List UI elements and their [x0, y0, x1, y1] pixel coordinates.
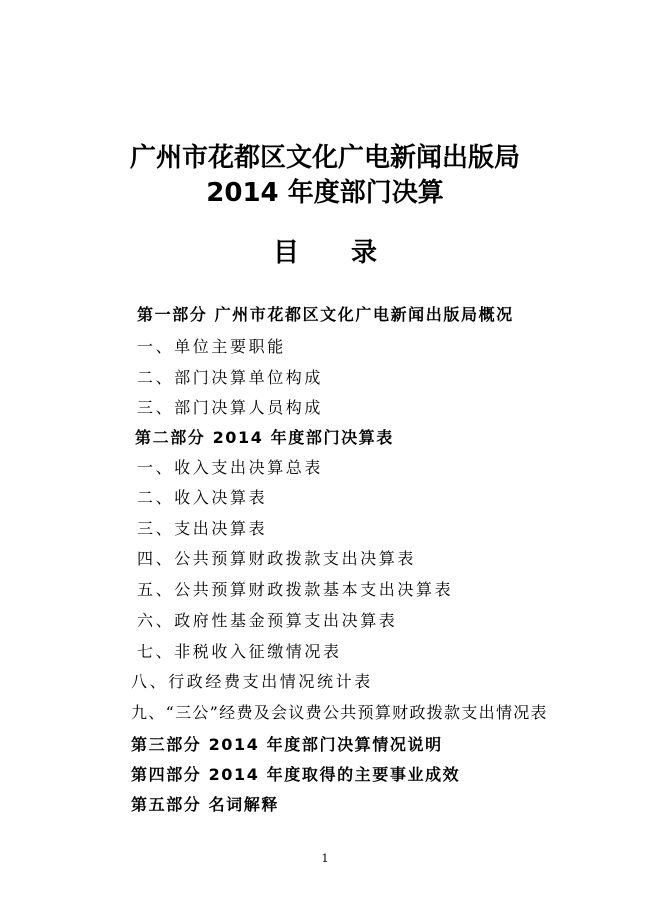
- toc-part-3: 第三部分 2014 年度部门决算情况说明: [131, 735, 443, 754]
- document-title-line-1: 广州市花都区文化广电新闻出版局: [129, 143, 520, 173]
- toc-part-4: 第四部分 2014 年度取得的主要事业成效: [131, 765, 461, 784]
- contents-heading: 目录: [272, 238, 429, 268]
- toc-item-1-3: 三、部门决算人员构成: [137, 398, 324, 417]
- toc-item-2-1: 一、收入支出决算总表: [137, 458, 324, 477]
- toc-part-1: 第一部分 广州市花都区文化广电新闻出版局概况: [137, 305, 514, 324]
- document-title-line-2: 2014 年度部门决算: [206, 178, 444, 208]
- page-number: 1: [321, 852, 329, 865]
- toc-item-1-1: 一、单位主要职能: [137, 337, 286, 356]
- toc-part-2: 第二部分 2014 年度部门决算表: [135, 428, 394, 447]
- toc-item-2-9: 九、“三公”经费及会议费公共预算财政拨款支出情况表: [131, 703, 548, 722]
- toc-part-5: 第五部分 名词解释: [131, 795, 279, 814]
- toc-item-1-2: 二、部门决算单位构成: [137, 368, 324, 387]
- toc-item-2-3: 三、支出决算表: [137, 519, 268, 538]
- toc-item-2-5: 五、公共预算财政拨款基本支出决算表: [137, 580, 454, 599]
- toc-item-2-2: 二、收入决算表: [137, 488, 268, 507]
- toc-item-2-7: 七、非税收入征缴情况表: [137, 642, 342, 661]
- toc-item-2-8: 八、行政经费支出情况统计表: [131, 672, 373, 691]
- toc-item-2-6: 六、政府性基金预算支出决算表: [137, 611, 398, 630]
- toc-item-2-4: 四、公共预算财政拨款支出决算表: [137, 549, 417, 568]
